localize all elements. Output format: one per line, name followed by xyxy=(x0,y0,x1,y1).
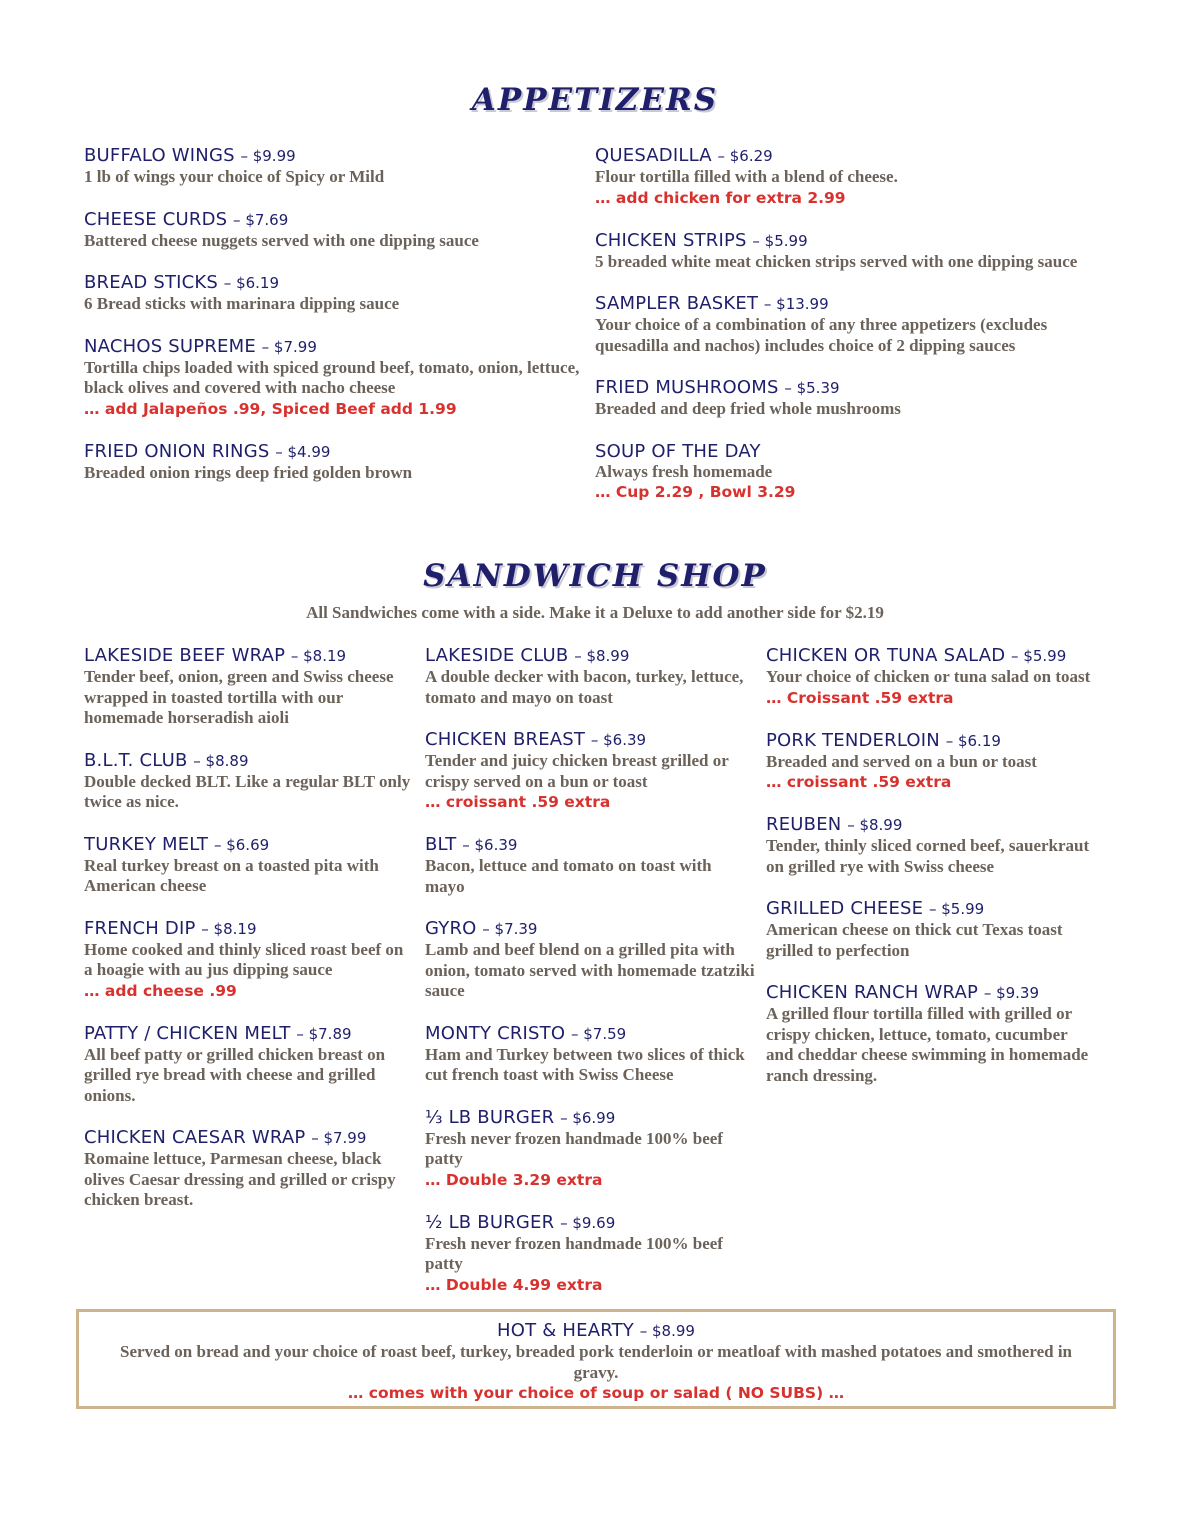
menu-item-heading xyxy=(84,834,414,856)
menu-item-description: Battered cheese nuggets served with one dipping sauce xyxy=(84,230,479,250)
menu-item-name: LAKESIDE BEEF WRAP xyxy=(84,645,286,666)
menu-item-price: – $8.99 xyxy=(574,647,630,665)
menu-item-heading xyxy=(84,441,584,463)
menu-item-price: – $7.89 xyxy=(296,1024,352,1043)
menu-item-price: – $5.99 xyxy=(928,900,985,918)
menu-item-name: B.L.T. CLUB xyxy=(84,749,188,771)
sandwich-column-1 xyxy=(84,645,414,1232)
sandwich-shop-title: SANDWICH SHOP xyxy=(423,558,767,594)
sandwich-column-2 xyxy=(425,645,755,1317)
menu-item-price: – $8.19 xyxy=(290,647,347,665)
appetizers-title: APPETIZERS xyxy=(471,82,719,118)
menu-item xyxy=(766,814,1096,877)
menu-item-name: LAKESIDE CLUB xyxy=(425,645,569,666)
menu-item-description: Tender, thinly sliced corned beef, sauerkraut on grilled rye with Swiss cheese xyxy=(766,836,1090,876)
menu-item-description: Fresh never frozen handmade 100% beef patty xyxy=(425,1233,723,1273)
menu-item-price: – $5.99 xyxy=(752,231,808,250)
menu-item-heading xyxy=(84,272,584,294)
menu-item xyxy=(425,834,755,897)
menu-item-price: – $7.59 xyxy=(570,1024,627,1043)
menu-item-heading xyxy=(595,293,1105,315)
menu-item-heading xyxy=(84,145,584,167)
menu-item xyxy=(766,645,1096,709)
menu-item-description: All beef patty or grilled chicken breast on grilled rye bread with cheese and grilled onions. xyxy=(84,1044,386,1105)
sandwich-shop-subtitle: All Sandwiches come with a side. Make it a Deluxe to add another side for $2.19 xyxy=(306,603,884,622)
menu-item xyxy=(425,645,755,708)
menu-item xyxy=(595,230,1105,273)
menu-item xyxy=(425,1107,755,1191)
menu-item-name: BREAD STICKS xyxy=(84,272,219,293)
menu-item-heading xyxy=(84,750,414,772)
menu-item-price: – $9.39 xyxy=(983,984,1040,1002)
menu-item-heading xyxy=(595,377,1105,399)
sandwich-column-3 xyxy=(766,645,1096,1107)
menu-item-extra: … comes with your choice of soup or salad ( NO SUBS) … xyxy=(347,1384,845,1402)
menu-item-name: BUFFALO WINGS xyxy=(84,145,235,166)
menu-item-heading xyxy=(84,645,414,667)
menu-item-name: MONTY CRISTO xyxy=(425,1022,566,1044)
menu-item-heading xyxy=(425,1023,755,1045)
menu-item-price: – $5.99 xyxy=(1011,647,1067,665)
menu-item xyxy=(425,729,755,813)
menu-item-name: FRIED ONION RINGS xyxy=(84,440,270,462)
menu-item-heading xyxy=(425,1107,755,1129)
menu-item xyxy=(425,1023,755,1086)
menu-item xyxy=(425,1212,755,1296)
menu-item-heading xyxy=(595,145,1105,167)
menu-item-heading xyxy=(425,834,755,856)
menu-item xyxy=(766,982,1096,1086)
menu-item-description: Home cooked and thinly sliced roast beef on a hoagie with au jus dipping sauce xyxy=(84,939,404,979)
menu-item-name: QUESADILLA xyxy=(595,145,712,166)
menu-item-price: – $6.99 xyxy=(560,1108,616,1127)
menu-item-description: Real turkey breast on a toasted pita with American cheese xyxy=(84,855,379,895)
menu-item-description: 1 lb of wings your choice of Spicy or Mild xyxy=(84,167,385,186)
menu-item-price: – $6.39 xyxy=(462,836,518,854)
menu-item-heading xyxy=(595,230,1105,252)
menu-item-heading xyxy=(425,1212,755,1234)
menu-item-name: ½ LB BURGER xyxy=(425,1211,555,1233)
menu-item-name: REUBEN xyxy=(766,814,842,835)
menu-item-description: Bacon, lettuce and tomato on toast with mayo xyxy=(425,856,712,896)
menu-item-price: – $8.19 xyxy=(201,919,257,938)
menu-item-heading xyxy=(595,441,1105,462)
menu-item-price: – $7.39 xyxy=(482,920,538,938)
menu-item-extra: … Croissant .59 extra xyxy=(766,688,954,707)
menu-item-description: Breaded and deep fried whole mushrooms xyxy=(595,399,901,418)
menu-item-description: Flour tortilla filled with a blend of cheese. xyxy=(595,167,898,186)
hot-and-hearty-box xyxy=(76,1309,1116,1409)
menu-item-name: HOT & HEARTY xyxy=(497,1320,635,1341)
menu-item-description: American cheese on thick cut Texas toast grilled to perfection xyxy=(766,920,1063,960)
menu-item-name: SAMPLER BASKET xyxy=(595,293,759,314)
menu-item xyxy=(84,336,584,420)
menu-item-heading xyxy=(84,918,414,940)
menu-item xyxy=(84,272,584,315)
menu-item-name: TURKEY MELT xyxy=(84,833,209,855)
menu-item-heading xyxy=(84,1127,414,1149)
menu-item xyxy=(425,918,755,1002)
menu-item-name: BLT xyxy=(425,834,457,855)
menu-item-name: PATTY / CHICKEN MELT xyxy=(84,1022,291,1044)
menu-item-name: CHICKEN OR TUNA SALAD xyxy=(766,645,1006,666)
menu-item-heading xyxy=(766,645,1096,667)
menu-item xyxy=(84,209,584,252)
menu-item-description: A double decker with bacon, turkey, lettuce, tomato and mayo on toast xyxy=(425,667,744,707)
menu-item-price: – $7.99 xyxy=(261,337,317,356)
menu-item-heading xyxy=(425,729,755,751)
menu-item xyxy=(84,1023,414,1107)
menu-item-price: – $6.39 xyxy=(590,731,647,749)
menu-item-name: SOUP OF THE DAY xyxy=(595,440,761,462)
menu-item xyxy=(84,834,414,897)
menu-item-description: Fresh never frozen handmade 100% beef patty xyxy=(425,1128,723,1168)
menu-item-extra: … Double 3.29 extra xyxy=(425,1170,603,1189)
menu-item xyxy=(84,441,584,484)
menu-item xyxy=(766,898,1096,961)
menu-item-name: GYRO xyxy=(425,918,477,939)
menu-item-name: FRIED MUSHROOMS xyxy=(595,377,779,398)
menu-item-price: – $9.99 xyxy=(240,147,296,165)
menu-item-extra: … Double 4.99 extra xyxy=(425,1275,603,1294)
appetizers-column-right xyxy=(595,145,1105,524)
menu-item-description: Ham and Turkey between two slices of thick cut french toast with Swiss Cheese xyxy=(425,1044,745,1084)
menu-item-extra: … croissant .59 extra xyxy=(425,793,611,811)
menu-item-heading xyxy=(84,1023,414,1045)
menu-item-description: Served on bread and your choice of roast beef, turkey, breaded pork tenderloin or meatloaf with mashed potatoes and smothered in gravy. xyxy=(119,1342,1072,1382)
menu-item-description: Romaine lettuce, Parmesan cheese, black olives Caesar dressing and grilled or crispy chicken breast. xyxy=(84,1149,396,1209)
menu-item-description: Breaded onion rings deep fried golden brown xyxy=(84,462,413,482)
menu-item-name: NACHOS SUPREME xyxy=(84,335,256,357)
menu-item xyxy=(595,145,1105,209)
menu-item-description: Your choice of a combination of any three appetizers (excludes quesadilla and nachos) includes choice of 2 dipping sauces xyxy=(595,315,1048,355)
menu-item xyxy=(595,377,1105,420)
menu-item-name: PORK TENDERLOIN xyxy=(766,729,940,751)
menu-item-heading xyxy=(766,982,1096,1004)
menu-item-price: – $8.99 xyxy=(639,1322,695,1340)
menu-item-price: – $6.69 xyxy=(213,835,270,854)
menu-item-heading xyxy=(425,918,755,940)
menu-item xyxy=(84,645,414,729)
menu-item-name: CHICKEN RANCH WRAP xyxy=(766,982,979,1003)
menu-item-description: Lamb and beef blend on a grilled pita with onion, tomato served with homemade tzatziki sauce xyxy=(425,940,755,1000)
menu-item xyxy=(595,293,1105,356)
menu-item-name: CHICKEN STRIPS xyxy=(595,229,747,251)
menu-item-heading xyxy=(79,1320,1113,1342)
menu-item-extra: … add Jalapeños .99, Spiced Beef add 1.99 xyxy=(84,399,457,418)
menu-item-name: CHEESE CURDS xyxy=(84,208,228,230)
menu-item-extra: … add chicken for extra 2.99 xyxy=(595,188,846,207)
appetizers-column-left xyxy=(84,145,584,504)
menu-item-description: Tender beef, onion, green and Swiss cheese wrapped in toasted tortilla with our homemade horseradish aioli xyxy=(84,667,394,727)
menu-item xyxy=(84,918,414,1002)
menu-item-heading xyxy=(84,209,584,231)
menu-item-heading xyxy=(84,336,584,358)
menu-item-extra: … croissant .59 extra xyxy=(766,773,952,791)
menu-item-description: Your choice of chicken or tuna salad on toast xyxy=(766,667,1091,686)
menu-item-price: – $9.69 xyxy=(560,1213,616,1232)
menu-item-price: – $4.99 xyxy=(275,442,331,461)
menu-item xyxy=(766,730,1096,794)
menu-item-price: – $7.99 xyxy=(311,1129,367,1147)
menu-item-name: GRILLED CHEESE xyxy=(766,898,924,919)
menu-item-extra: … Cup 2.29 , Bowl 3.29 xyxy=(595,483,796,501)
menu-item-description: Breaded and served on a bun or toast xyxy=(766,751,1037,771)
menu-item xyxy=(84,750,414,813)
menu-item-price: – $8.99 xyxy=(847,816,903,834)
menu-item-description: Tortilla chips loaded with spiced ground beef, tomato, onion, lettuce, black olives and covered with nacho cheese xyxy=(84,357,580,397)
menu-item xyxy=(595,441,1105,504)
menu-item-heading xyxy=(766,730,1096,752)
menu-item xyxy=(84,145,584,188)
menu-item-price: – $8.89 xyxy=(193,751,249,770)
menu-item-extra: … add cheese .99 xyxy=(84,981,237,1000)
menu-item-price: – $7.69 xyxy=(233,210,289,229)
menu-item-description: 5 breaded white meat chicken strips served with one dipping sauce xyxy=(595,251,1078,271)
menu-item-heading xyxy=(766,898,1096,920)
menu-item-description: 6 Bread sticks with marinara dipping sauce xyxy=(84,294,400,313)
menu-item-description: Tender and juicy chicken breast grilled or crispy served on a bun or toast xyxy=(425,751,729,791)
menu-item-price: – $6.29 xyxy=(717,147,773,165)
menu-item-description: Always fresh homemade xyxy=(595,461,773,481)
menu-item-heading xyxy=(766,814,1096,836)
menu-item-heading xyxy=(425,645,755,667)
menu-item-price: – $6.19 xyxy=(945,731,1001,750)
menu-item-name: FRENCH DIP xyxy=(84,917,196,939)
menu-item-price: – $13.99 xyxy=(763,295,829,313)
menu-item-price: – $6.19 xyxy=(223,274,280,292)
menu-item xyxy=(84,1127,414,1211)
menu-item-description: A grilled flour tortilla filled with grilled or crispy chicken, lettuce, tomato, cucumber and cheddar cheese swimming in homemade ranch dressing. xyxy=(766,1004,1089,1085)
menu-item-name: CHICKEN CAESAR WRAP xyxy=(84,1127,306,1148)
menu-item-name: CHICKEN BREAST xyxy=(425,729,586,750)
menu-item-name: ⅓ LB BURGER xyxy=(425,1106,555,1128)
menu-item-price: – $5.39 xyxy=(784,379,840,397)
menu-item-description: Double decked BLT. Like a regular BLT only twice as nice. xyxy=(84,771,411,811)
